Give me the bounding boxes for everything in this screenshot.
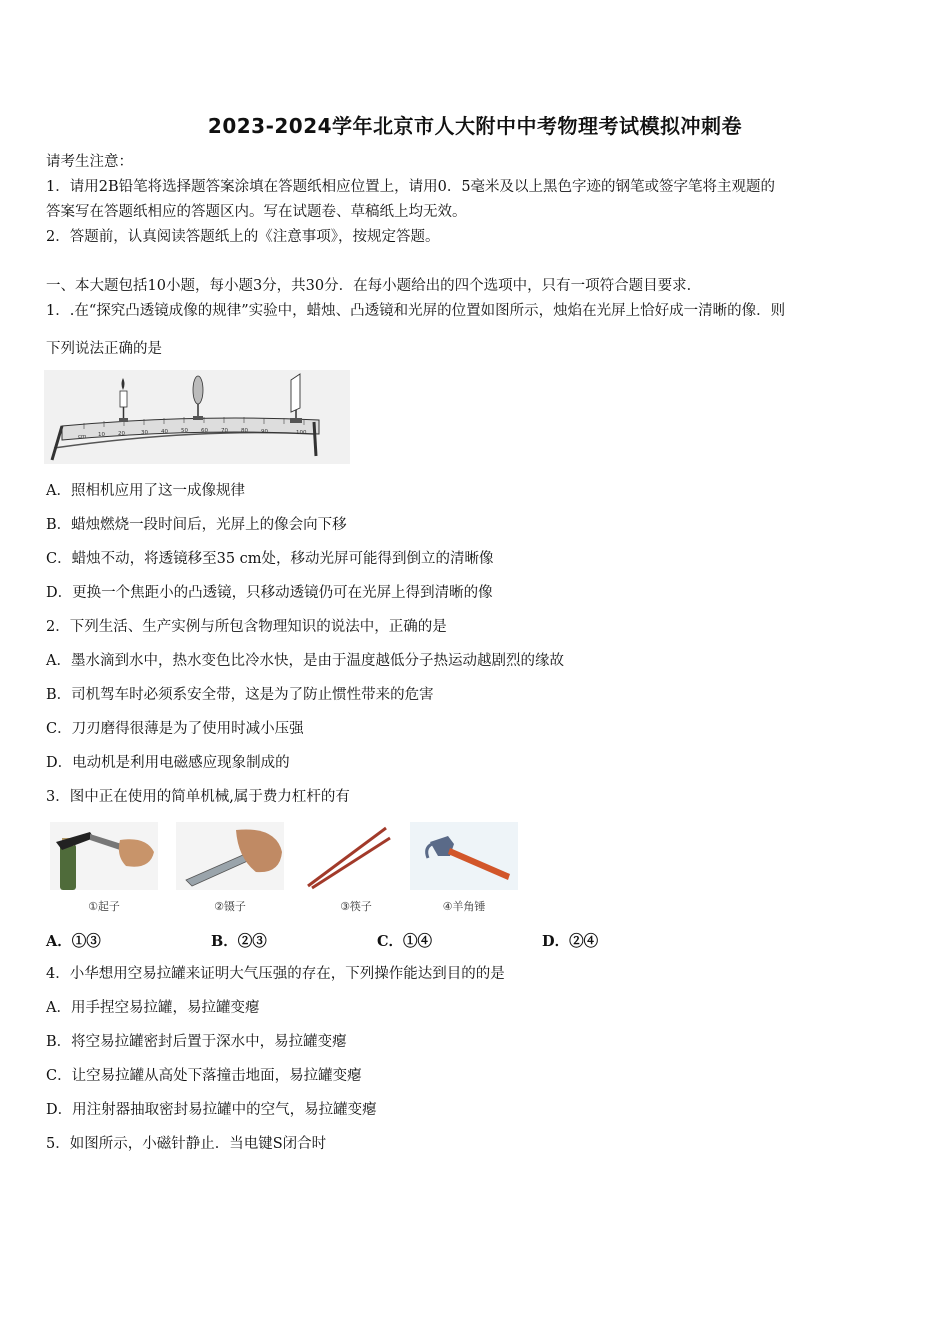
q4-stem: 4．小华想用空易拉罐来证明大气压强的存在，下列操作能达到目的的是 (46, 966, 505, 982)
notice-heading: 请考生注意： (46, 154, 133, 170)
q3-option-b: B．②③ (211, 933, 267, 950)
q4-option-d: D．用注射器抽取密封易拉罐中的空气，易拉罐变瘪 (46, 1102, 377, 1118)
optical-bench-figure (44, 370, 350, 464)
tick-label: 10 (98, 432, 105, 438)
notice-line-2: 2．答题前，认真阅读答题纸上的《注意事项》，按规定答题。 (46, 229, 440, 245)
tick-label: 90 (261, 429, 268, 435)
tick-label: 20 (118, 431, 125, 437)
right-leg (314, 422, 316, 456)
q4-option-a: A．用手捏空易拉罐，易拉罐变瘪 (46, 1000, 260, 1016)
tweezers-icon (176, 822, 284, 894)
tick-label: 60 (201, 428, 208, 434)
tweezers-image (176, 822, 284, 914)
chopsticks-icon (302, 822, 410, 894)
notice-line-1a: 1．请用2B铅笔将选择题答案涂填在答题纸相应位置上，请用0．5毫米及以上黑色字迹的钢笔或签字笔将主观题的 (46, 179, 776, 195)
q4-option-c: C．让空易拉罐从高处下落撞击地面，易拉罐变瘪 (46, 1068, 362, 1084)
claw-hammer-icon (410, 822, 518, 894)
q3-option-a: A．①③ (46, 933, 101, 950)
q1-option-c: C．蜡烛不动，将透镜移至35 cm处，移动光屏可能得到倒立的清晰像 (46, 551, 494, 567)
claw-hammer-image (410, 822, 518, 914)
tool-caption-4: ④羊角锤 (442, 900, 486, 913)
q2-option-d: D．电动机是利用电磁感应现象制成的 (46, 755, 290, 771)
q2-option-a: A．墨水滴到水中，热水变色比冷水快，是由于温度越低分子热运动越剧烈的缘故 (46, 653, 564, 669)
q5-stem: 5．如图所示，小磁针静止．当电键S闭合时 (46, 1136, 327, 1152)
notice-line-1b: 答案写在答题纸相应的答题区内。写在试题卷、草稿纸上均无效。 (46, 204, 467, 220)
tick-label: 40 (161, 429, 168, 435)
chopsticks-image (302, 822, 410, 914)
tick-label: cm (78, 434, 87, 440)
tool-caption-3: ③筷子 (340, 900, 372, 913)
tick-label: 70 (221, 428, 228, 434)
q2-stem: 2．下列生活、生产实例与所包含物理知识的说法中，正确的是 (46, 619, 447, 635)
section-instructions: 一、本大题包括10小题，每小题3分，共30分．在每小题给出的四个选项中，只有一项符合题目要求． (46, 278, 702, 294)
q3-option-c: C．①④ (377, 933, 433, 950)
bottle-opener-icon (50, 822, 158, 894)
q4-option-b: B．将空易拉罐密封后置于深水中，易拉罐变瘪 (46, 1034, 347, 1050)
bottle-opener-image (50, 822, 158, 914)
lever-tools-figure (50, 822, 530, 914)
tick-label: 80 (241, 428, 248, 434)
q1-option-a: A．照相机应用了这一成像规律 (46, 483, 245, 499)
tool-caption-2: ②镊子 (214, 900, 246, 913)
page-title: 2023-2024学年北京市人大附中中考物理考试模拟冲刺卷 (207, 114, 743, 138)
tool-caption-1: ①起子 (88, 900, 120, 913)
q1-stem-b: 下列说法正确的是 (46, 341, 162, 357)
tick-label: 100 (296, 430, 307, 436)
q2-option-b: B．司机驾车时必须系安全带，这是为了防止惯性带来的危害 (46, 687, 434, 703)
q1-option-d: D．更换一个焦距小的凸透镜，只移动透镜仍可在光屏上得到清晰的像 (46, 585, 493, 601)
tick-label: 50 (181, 428, 188, 434)
q1-option-b: B．蜡烛燃烧一段时间后，光屏上的像会向下移 (46, 517, 347, 533)
tick-label: 30 (141, 430, 148, 436)
q3-option-d: D．②④ (542, 933, 599, 950)
q2-option-c: C．刀刃磨得很薄是为了使用时减小压强 (46, 721, 304, 737)
q1-stem-a: 1．.在“探究凸透镜成像的规律”实验中，蜡烛、凸透镜和光屏的位置如图所示，烛焰在光屏上恰好成一清晰的像．则 (46, 303, 786, 319)
q3-stem: 3．图中正在使用的简单机械,属于费力杠杆的有 (46, 789, 350, 805)
